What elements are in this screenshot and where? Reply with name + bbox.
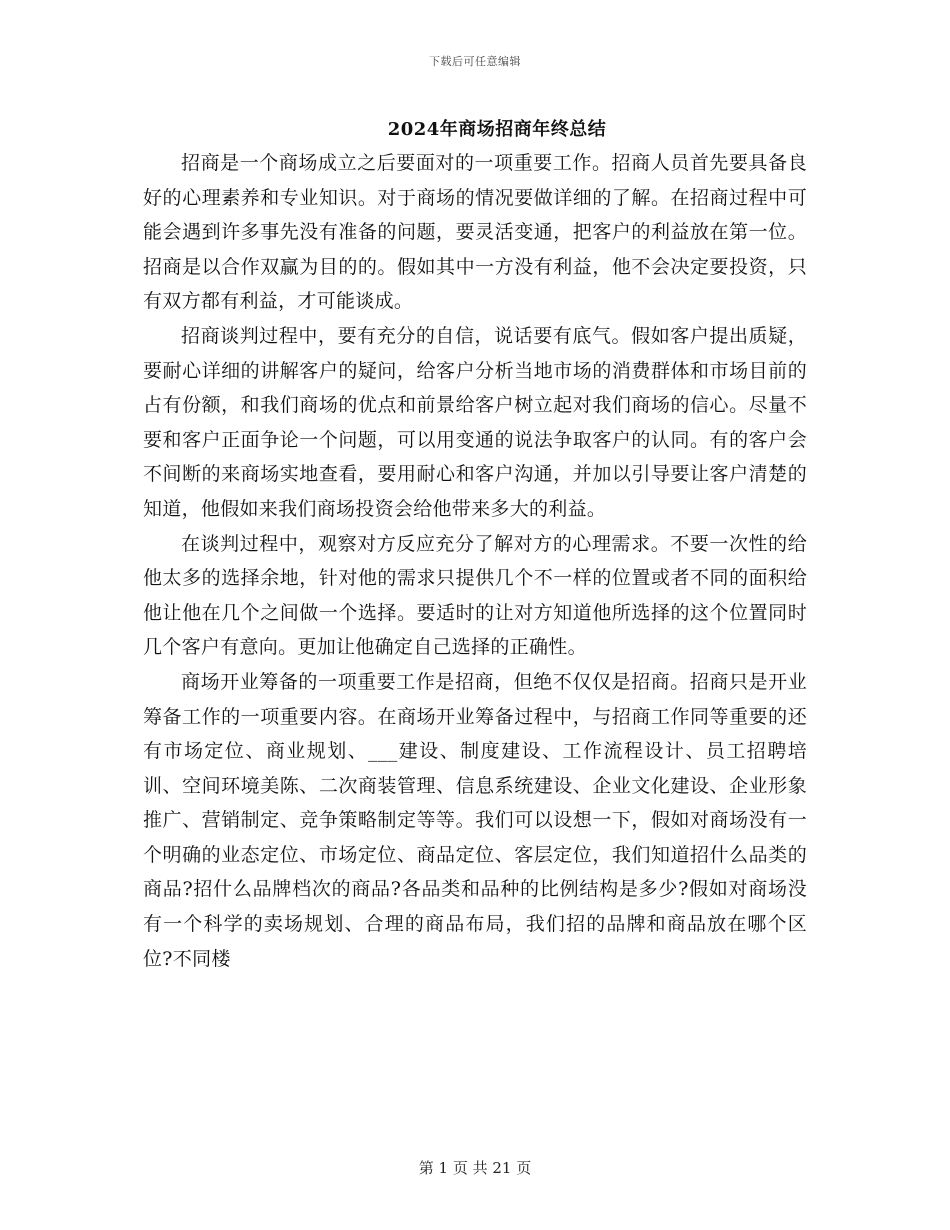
paragraph-1: 招商是一个商场成立之后要面对的一项重要工作。招商人员首先要具备良好的心理素养和专业知识。对于商场的情况要做详细的了解。在招商过程中可能会遇到许多事先没有准备的问题，要灵活变通，把客户的利益放在第一位。招商是以合作双赢为目的的。假如其中一方没有利益，他不会决定要投资，只有双方都有利益，才可能谈成。 (143, 152, 807, 313)
document-title: 2024年商场招商年终总结 (387, 119, 607, 140)
page-number: 第 1 页 共 21 页 (418, 1159, 532, 1177)
paragraph-3: 在谈判过程中，观察对方反应充分了解对方的心理需求。不要一次性的给他太多的选择余地，针对他的需求只提供几个不一样的位置或者不同的面积给他让他在几个之间做一个选择。要适时的让对方知道他所选择的这个位置同时几个客户有意向。更加让他确定自己选择的正确性。 (143, 532, 807, 659)
paragraph-4: 商场开业筹备的一项重要工作是招商，但绝不仅仅是招商。招商只是开业筹备工作的一项重要内容。在商场开业筹备过程中，与招商工作同等重要的还有市场定位、商业规划、___建设、制度建设、工作流程设计、员工招聘培训、空间环境美陈、二次商装管理、信息系统建设、企业文化建设、企业形象推广、营销制定、竞争策略制定等等。我们可以设想一下，假如对商场没有一个明确的业态定位、市场定位、商品定位、客层定位，我们知道招什么品类的商品?招什么品牌档次的商品?各品类和品种的比例结构是多少?假如对商场没有一个科学的卖场规划、合理的商品布局，我们招的品牌和商品放在哪个区位?不同楼 (143, 670, 807, 970)
paragraph-2: 招商谈判过程中，要有充分的自信，说话要有底气。假如客户提出质疑，要耐心详细的讲解客户的疑问，给客户分析当地市场的消费群体和市场目前的占有份额，和我们商场的优点和前景给客户树立起对我们商场的信心。尽量不要和客户正面争论一个问题，可以用变通的说法争取客户的认同。有的客户会不间断的来商场实地查看，要用耐心和客户沟通，并加以引导要让客户清楚的知道，他假如来我们商场投资会给他带来多大的利益。 (143, 324, 807, 520)
document-body (143, 146, 807, 976)
header-note: 下载后可任意编辑 (429, 55, 521, 68)
